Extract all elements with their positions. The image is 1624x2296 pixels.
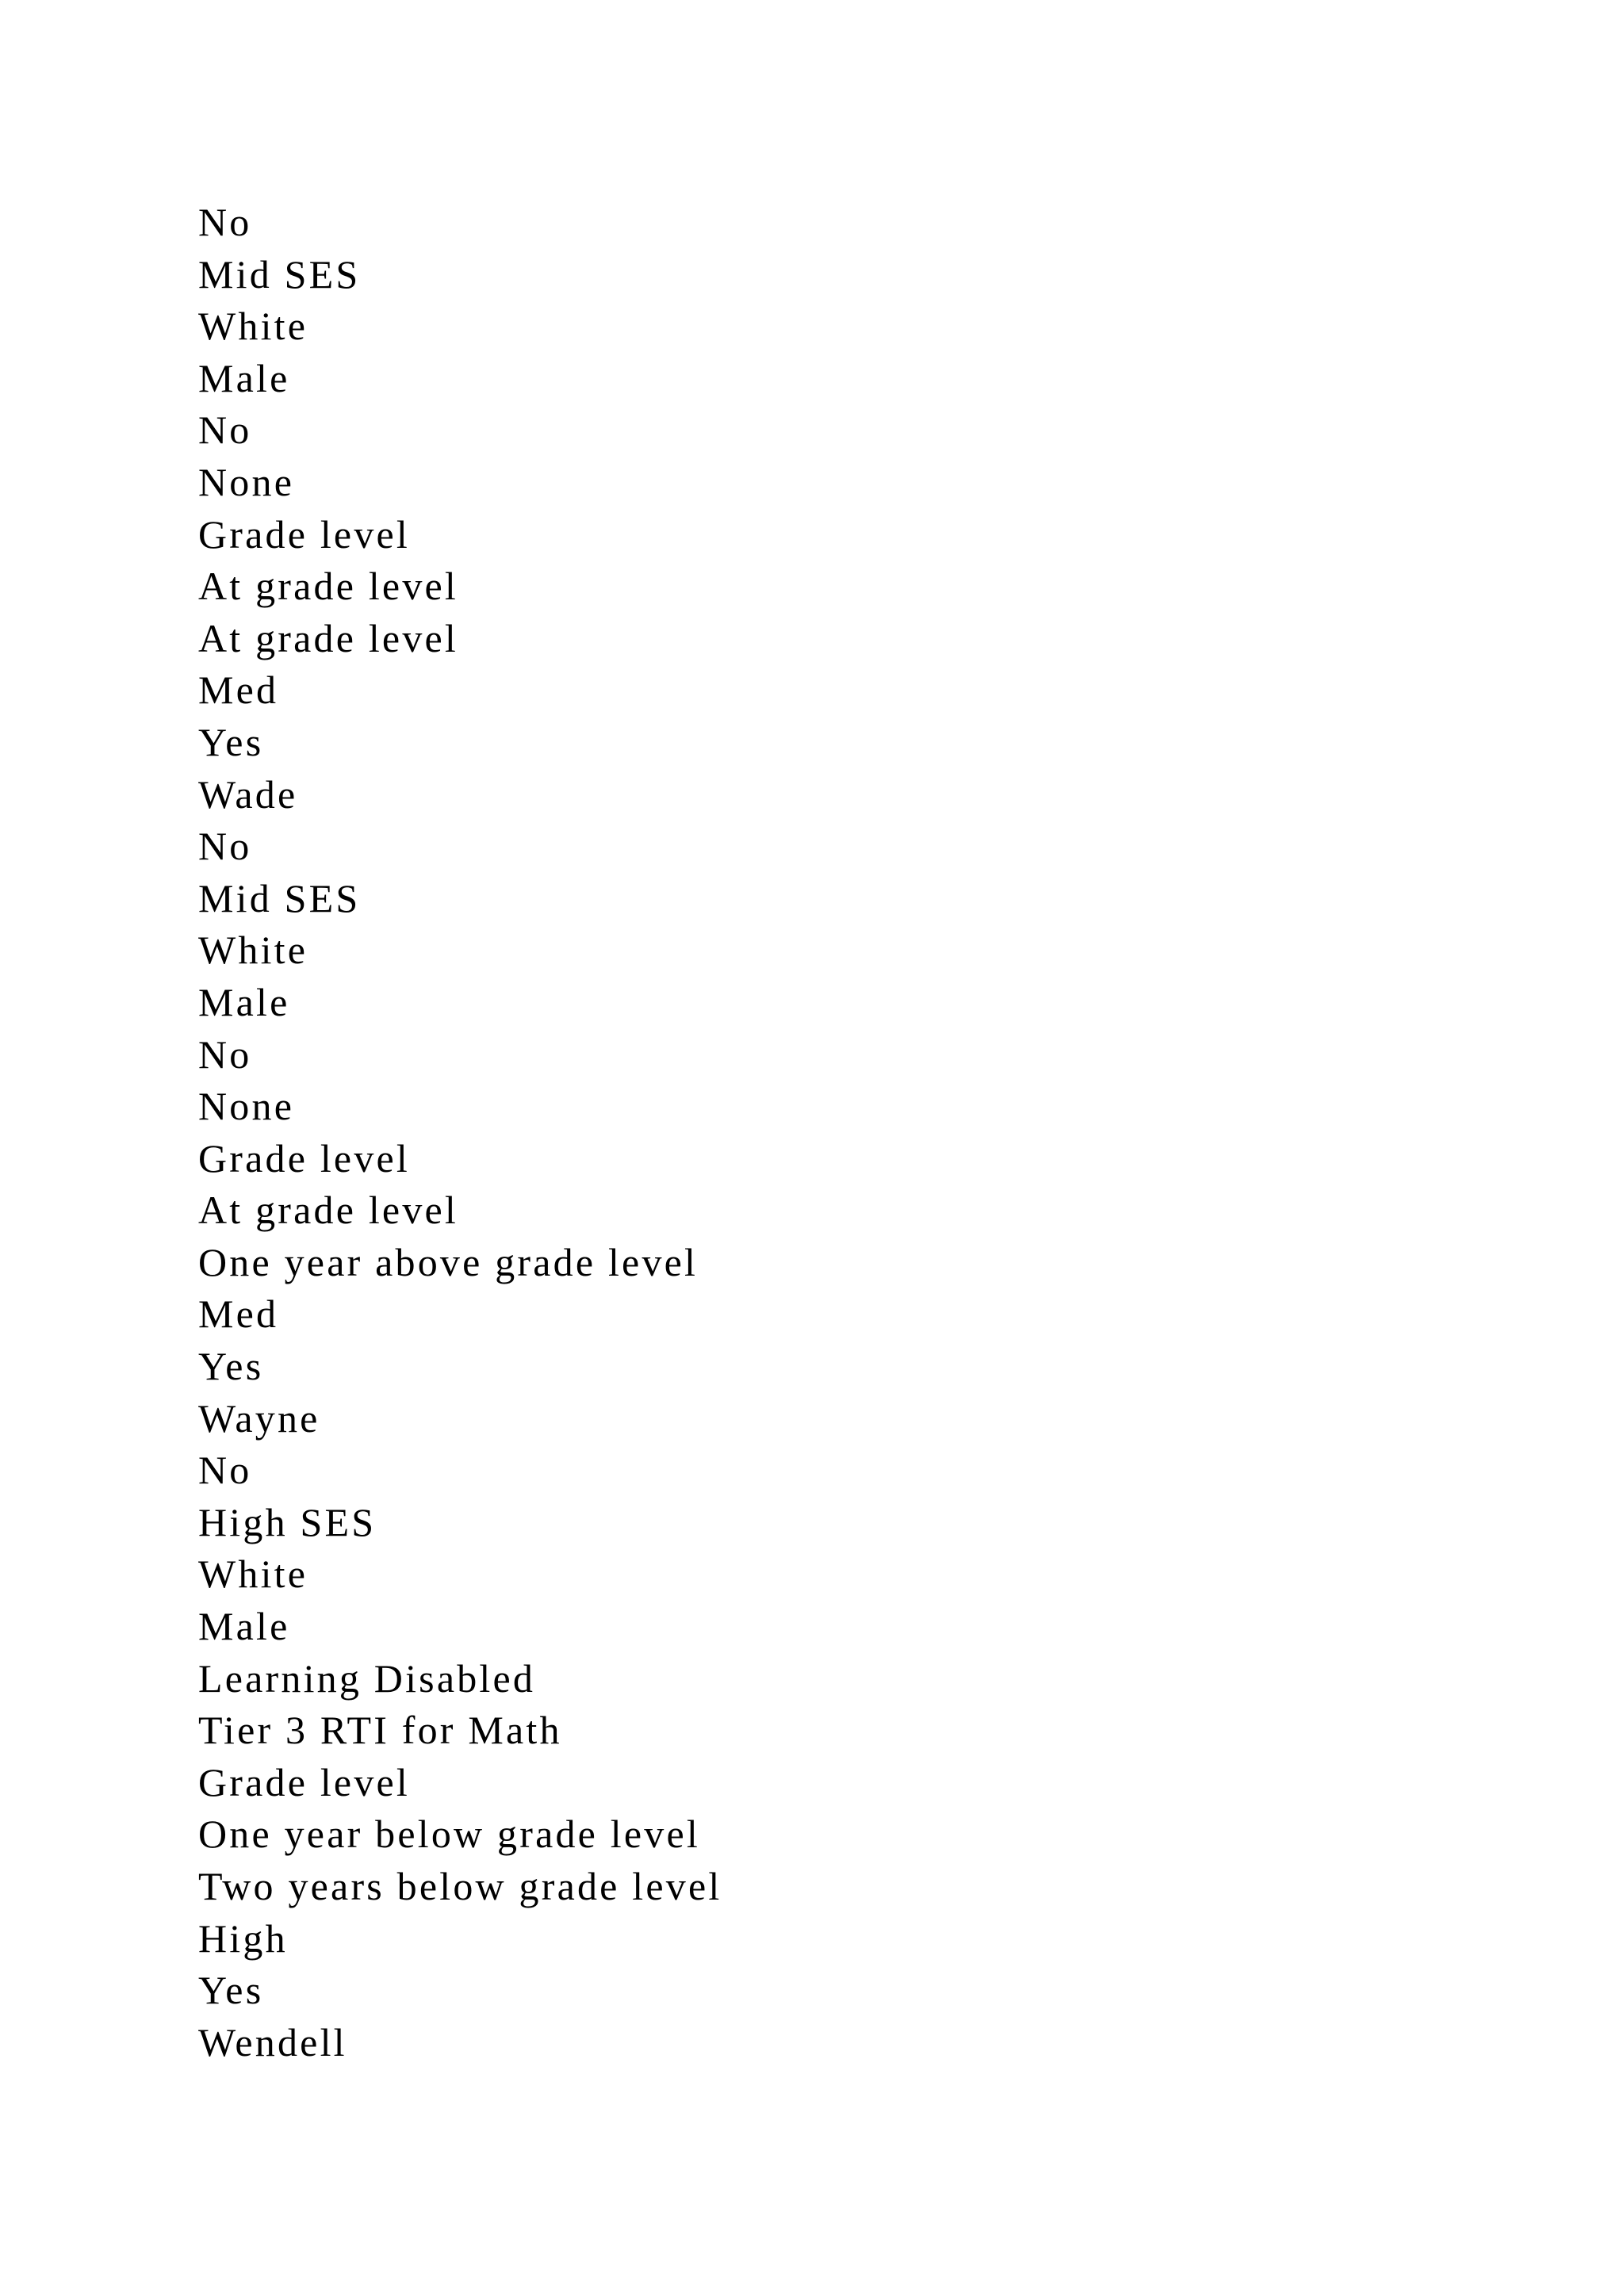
text-line: Male [198,979,290,1024]
text-line: Mid SES [198,875,361,920]
text-line: At grade level [198,615,459,660]
text-line: Wendell [198,2019,347,2064]
text-line: High [198,1915,288,1961]
text-line: High SES [198,1499,377,1544]
text-line: White [198,304,308,349]
text-line: Wayne [198,1395,320,1441]
text-line: Grade level [198,511,411,557]
text-line: Mid SES [198,251,361,297]
text-line: Male [198,1604,290,1649]
text-line: Med [198,668,279,713]
text-line: No [198,200,252,244]
text-line: No [198,408,252,453]
text-line: Grade level [198,1135,411,1181]
text-line: At grade level [198,564,459,609]
text-line: At grade level [198,1188,459,1233]
text-line: No [198,1031,252,1077]
text-line: None [198,1084,295,1129]
text-line: Yes [198,1344,264,1389]
text-line: Two years below grade level [198,1864,722,1908]
text-line: White [198,1552,308,1597]
text-line: Yes [198,719,264,764]
text-line: Male [198,355,290,400]
text-line: None [198,459,295,504]
text-lines [198,197,722,2068]
text-line: One year below grade level [198,1812,700,1857]
text-line: Med [198,1292,279,1337]
text-line: White [198,928,308,973]
text-line: Learning Disabled [198,1655,536,1701]
text-line: No [198,824,252,869]
text-line: Grade level [198,1759,411,1804]
text-line: Wade [198,771,298,817]
text-line: Yes [198,1968,264,2013]
text-line: No [198,1448,252,1493]
text-line: One year above grade level [198,1239,699,1284]
text-line: Tier 3 RTI for Math [198,1708,562,1753]
